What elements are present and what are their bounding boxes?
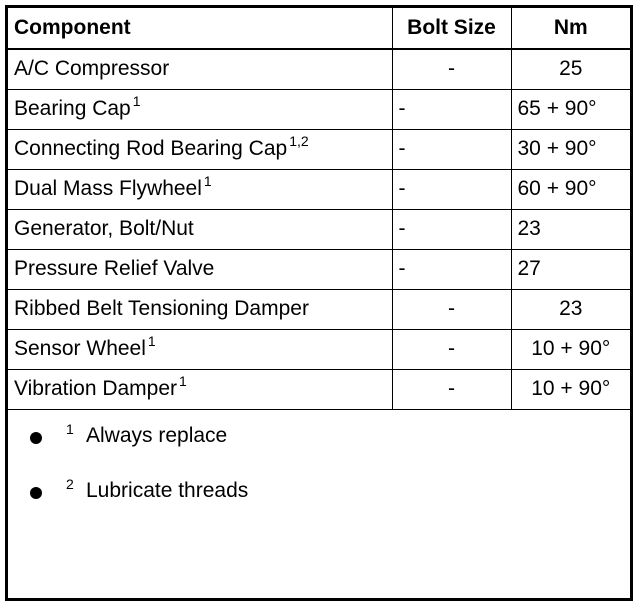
bullet-icon [30, 432, 42, 444]
header-component: Component [8, 8, 392, 49]
component-name: Vibration Damper [14, 377, 178, 400]
cell-component [8, 209, 392, 249]
cell-component [8, 249, 392, 289]
table-row [8, 289, 630, 329]
footnote-text: Lubricate threads [86, 478, 249, 502]
component-name: Dual Mass Flywheel [14, 177, 202, 200]
cell-bolt-size: - [392, 289, 511, 329]
torque-spec-frame [5, 5, 633, 601]
cell-bolt-size: - [392, 129, 511, 169]
table-row [8, 329, 630, 369]
cell-nm: 23 [511, 289, 630, 329]
cell-nm: 25 [511, 49, 630, 89]
cell-component [8, 89, 392, 129]
header-bolt-size: Bolt Size [392, 8, 511, 49]
cell-bolt-size: - [392, 369, 511, 409]
component-name: Sensor Wheel [14, 337, 146, 360]
cell-nm: 10 + 90° [511, 329, 630, 369]
footnote-mark: 2 [66, 475, 74, 492]
table-row [8, 49, 630, 89]
torque-spec-table [8, 8, 630, 410]
footnote-ref: 1,2 [289, 133, 309, 149]
cell-bolt-size: - [392, 329, 511, 369]
footnotes [8, 410, 630, 532]
table-header-row [8, 8, 630, 49]
cell-bolt-size: - [392, 49, 511, 89]
cell-component [8, 369, 392, 409]
footnote-item [8, 477, 630, 532]
cell-component [8, 169, 392, 209]
table-row [8, 89, 630, 129]
cell-bolt-size: - [392, 209, 511, 249]
header-nm: Nm [511, 8, 630, 49]
cell-component [8, 289, 392, 329]
component-name: Pressure Relief Valve [14, 257, 215, 280]
bullet-icon [30, 487, 42, 499]
table-row [8, 249, 630, 289]
cell-bolt-size: - [392, 249, 511, 289]
component-name: Generator, Bolt/Nut [14, 217, 194, 240]
footnote-text: Always replace [86, 423, 228, 447]
cell-nm: 30 + 90° [511, 129, 630, 169]
footnote-mark: 1 [66, 420, 74, 437]
table-row [8, 129, 630, 169]
cell-nm: 27 [511, 249, 630, 289]
cell-nm: 65 + 90° [511, 89, 630, 129]
table-row [8, 209, 630, 249]
cell-component [8, 329, 392, 369]
component-name: A/C Compressor [14, 57, 170, 81]
cell-component [8, 49, 392, 89]
table-row [8, 369, 630, 409]
footnote-ref: 1 [132, 93, 141, 109]
cell-bolt-size: - [392, 89, 511, 129]
cell-nm: 60 + 90° [511, 169, 630, 209]
footnote-ref: 1 [203, 173, 212, 189]
table-row [8, 169, 630, 209]
cell-component [8, 129, 392, 169]
cell-nm: 23 [511, 209, 630, 249]
footnote-ref: 1 [147, 333, 156, 349]
footnote-ref: 1 [179, 373, 187, 389]
footnote-item [8, 422, 630, 477]
cell-bolt-size: - [392, 169, 511, 209]
component-name: Ribbed Belt Tensioning Damper [14, 297, 309, 320]
cell-nm: 10 + 90° [511, 369, 630, 409]
component-name: Connecting Rod Bearing Cap [14, 137, 288, 160]
component-name: Bearing Cap [14, 97, 131, 120]
